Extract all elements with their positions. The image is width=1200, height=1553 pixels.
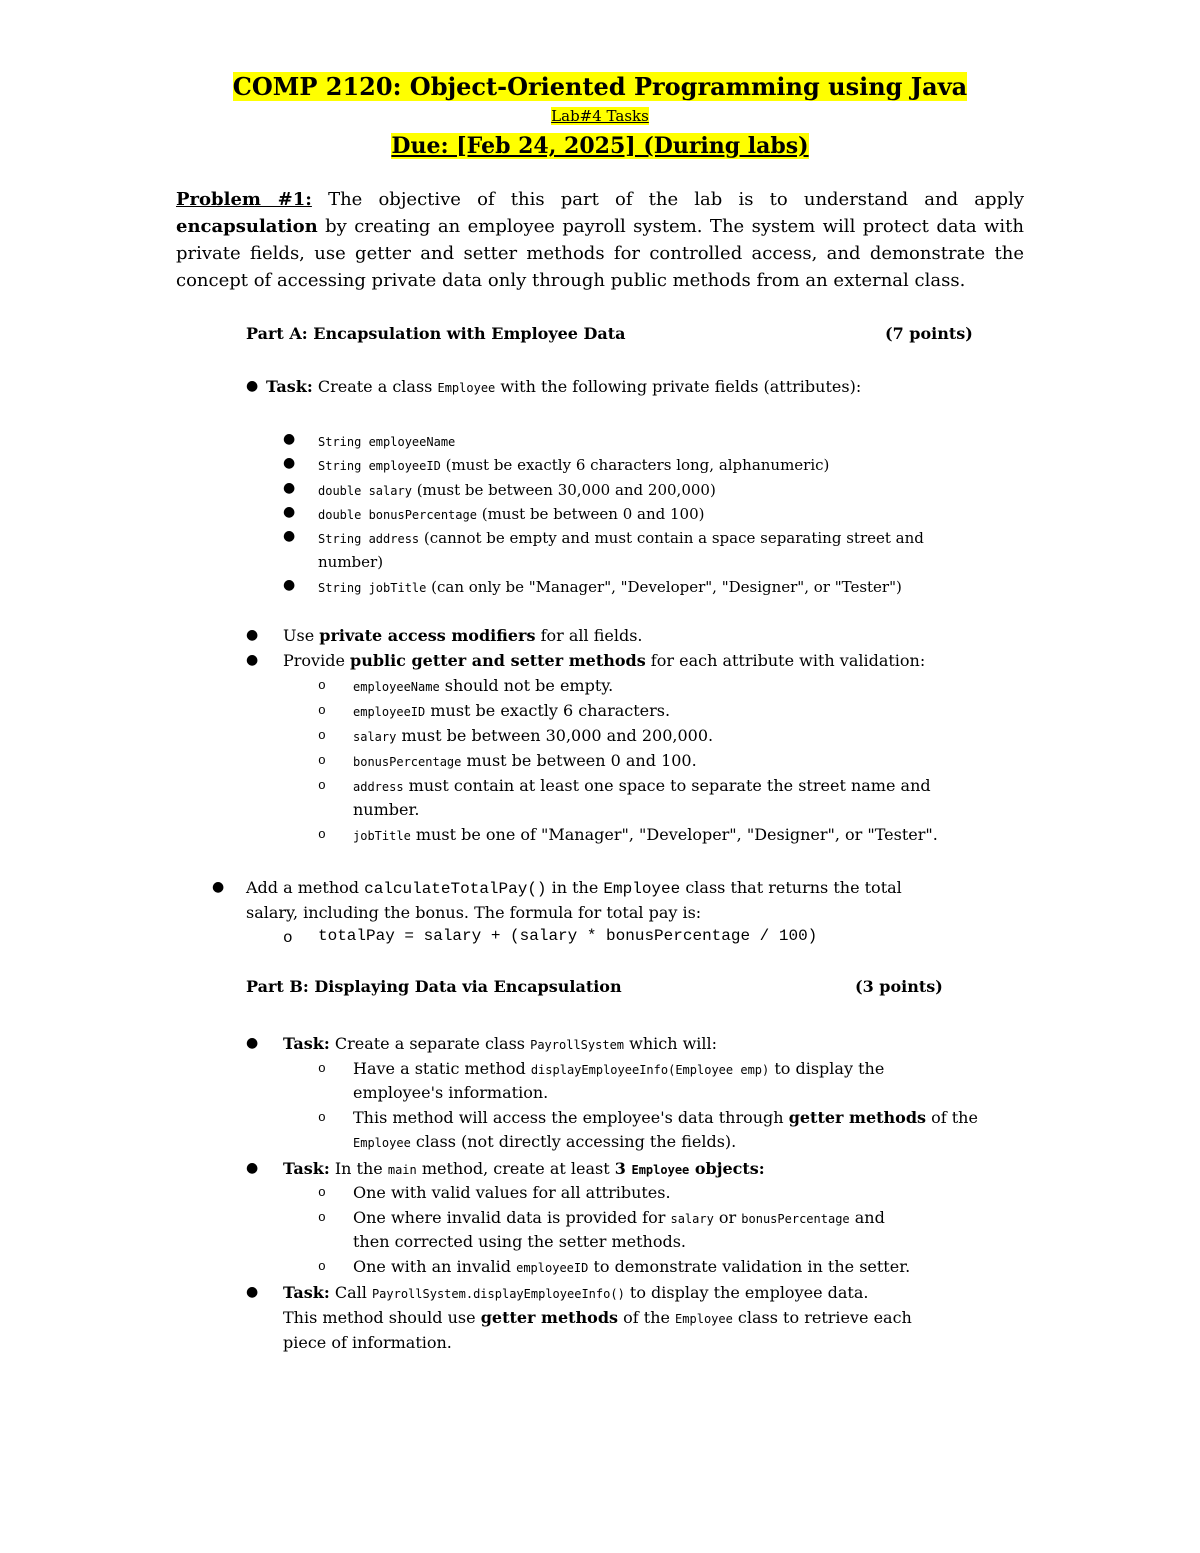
access-modifier-note: Use private access modifiers for all fields.	[283, 626, 643, 645]
part-b-task-3: Task: Call PayrollSystem.displayEmployeeInfo() to display the employee data.	[283, 1283, 869, 1302]
validation-rule: employeeID must be exactly 6 characters.	[353, 701, 671, 720]
field-item: String employeeID (must be exactly 6 characters long, alphanumeric)	[318, 456, 830, 474]
employee-object-item: One with valid values for all attributes.	[353, 1183, 671, 1202]
part-b-task-3-continuation: piece of information.	[283, 1333, 452, 1352]
part-b-task-2: Task: In the main method, create at least 3 Employee objects:	[283, 1159, 765, 1178]
bullet-icon: ●	[283, 577, 296, 593]
part-b-points: (3 points)	[855, 977, 943, 996]
field-item: String employeeName	[318, 435, 456, 449]
employee-object-item: One with an invalid employeeID to demonstrate validation in the setter.	[353, 1257, 911, 1276]
getter-access-item: This method will access the employee's data through getter methods of the	[353, 1108, 978, 1127]
part-b-task-3-continuation: This method should use getter methods of the Employee class to retrieve each	[283, 1308, 912, 1327]
bullet-icon: ●	[246, 1284, 259, 1300]
total-pay-method-continuation: salary, including the bonus. The formula for total pay is:	[246, 903, 702, 922]
field-item: double bonusPercentage (must be between 0 and 100)	[318, 505, 705, 523]
bullet-icon: ●	[246, 378, 259, 394]
validation-rule: jobTitle must be one of "Manager", "Developer", "Designer", or "Tester".	[353, 825, 938, 844]
circle-bullet-icon: o	[318, 703, 326, 718]
circle-bullet-icon: o	[318, 1210, 326, 1225]
validation-rule: employeeName should not be empty.	[353, 676, 614, 695]
display-method-item-continuation: employee's information.	[353, 1083, 549, 1102]
circle-bullet-icon: o	[318, 827, 326, 842]
part-a-points: (7 points)	[885, 324, 973, 343]
problem-1-paragraph: Problem #1: The objective of this part of the lab is to understand and apply encapsulation by creating an employee payroll system. The system will protect data with private fields, use getter and setter methods for controlled access, and demonstrate the concept of accessing private data only through public methods from an external class.	[176, 189, 1024, 291]
circle-bullet-icon: o	[318, 1061, 326, 1076]
bullet-icon: ●	[283, 480, 296, 496]
bullet-icon: ●	[246, 627, 259, 643]
circle-bullet-icon: o	[318, 678, 326, 693]
getter-setter-note: Provide public getter and setter methods for each attribute with validation:	[283, 651, 926, 670]
lab-title: Lab#4 Tasks	[551, 107, 649, 125]
part-b-title: Part B: Displaying Data via Encapsulation	[246, 977, 622, 996]
part-a-title: Part A: Encapsulation with Employee Data	[246, 324, 626, 343]
employee-object-item-continuation: then corrected using the setter methods.	[353, 1232, 686, 1251]
circle-bullet-icon: o	[318, 778, 326, 793]
bullet-icon: ●	[283, 528, 296, 544]
bullet-icon: ●	[283, 455, 296, 471]
field-item-continuation: number)	[318, 553, 384, 571]
display-method-item: Have a static method displayEmployeeInfo(Employee emp) to display the	[353, 1059, 885, 1078]
validation-rule-continuation: number.	[353, 800, 420, 819]
validation-rule: salary must be between 30,000 and 200,000.	[353, 726, 714, 745]
bullet-icon: ●	[283, 431, 296, 447]
circle-bullet-icon: o	[283, 929, 293, 947]
validation-rule: address must contain at least one space to separate the street name and	[353, 776, 931, 795]
bullet-icon: ●	[246, 1035, 259, 1051]
bullet-icon: ●	[246, 652, 259, 668]
circle-bullet-icon: o	[318, 753, 326, 768]
total-pay-formula: totalPay = salary + (salary * bonusPercentage / 100)	[318, 927, 818, 945]
circle-bullet-icon: o	[318, 1259, 326, 1274]
validation-rule: bonusPercentage must be between 0 and 100.	[353, 751, 697, 770]
bullet-icon: ●	[246, 1160, 259, 1176]
field-item: double salary (must be between 30,000 and 200,000)	[318, 481, 716, 499]
circle-bullet-icon: o	[318, 1185, 326, 1200]
part-a-task: Task: Create a class Employee with the following private fields (attributes):	[266, 377, 862, 396]
circle-bullet-icon: o	[318, 1110, 326, 1125]
part-b-task-1: Task: Create a separate class PayrollSystem which will:	[283, 1034, 718, 1053]
bullet-icon: ●	[283, 504, 296, 520]
bullet-icon: ●	[212, 879, 225, 895]
course-title: COMP 2120: Object-Oriented Programming using Java	[232, 72, 968, 101]
total-pay-method: Add a method calculateTotalPay() in the Employee class that returns the total	[246, 878, 902, 898]
circle-bullet-icon: o	[318, 728, 326, 743]
getter-access-item-continuation: Employee class (not directly accessing the fields).	[353, 1132, 737, 1151]
employee-object-item: One where invalid data is provided for salary or bonusPercentage and	[353, 1208, 885, 1227]
due-date: Due: [Feb 24, 2025] (During labs)	[391, 133, 809, 159]
field-item: String address (cannot be empty and must contain a space separating street and	[318, 529, 924, 547]
field-item: String jobTitle (can only be "Manager", "Developer", "Designer", or "Tester")	[318, 578, 902, 596]
